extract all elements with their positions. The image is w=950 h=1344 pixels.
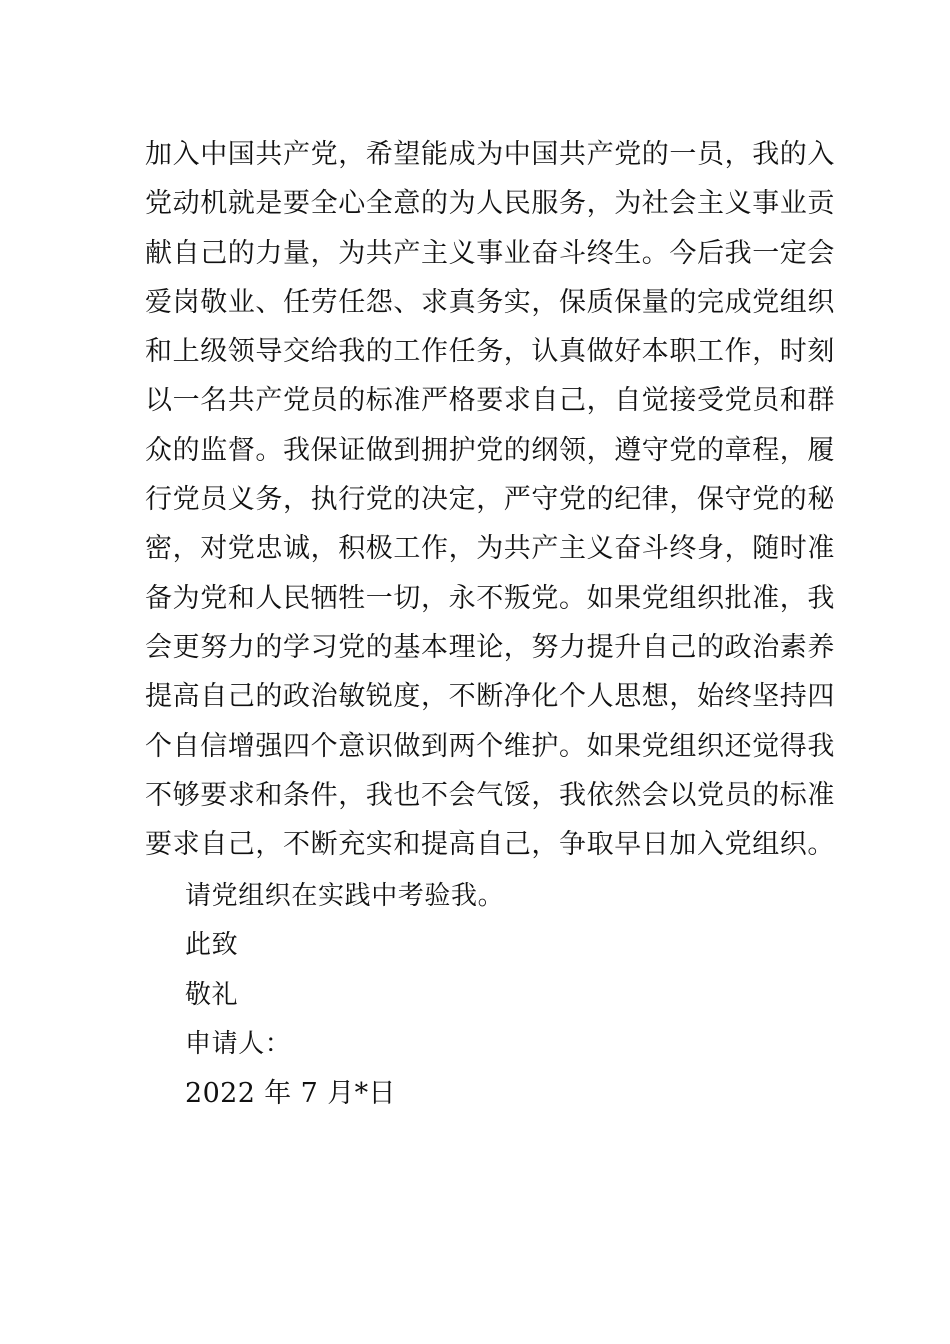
applicant-label: 申请人： bbox=[185, 1028, 292, 1059]
body-line-8: 行党员义务，执行党的决定，严守党的纪律，保守党的秘 bbox=[145, 484, 835, 516]
body-line-15: 要求自己，不断充实和提高自己，争取早日加入党组织。 bbox=[145, 829, 835, 861]
body-line-13: 个自信增强四个意识做到两个维护。如果党组织还觉得我 bbox=[145, 730, 835, 762]
salutation-jingli: 敬礼 bbox=[185, 979, 239, 1010]
letter-closing bbox=[185, 872, 785, 1118]
letter-body bbox=[145, 130, 835, 869]
body-line-7: 众的监督。我保证做到拥护党的纲领，遵守党的章程，履 bbox=[145, 434, 835, 466]
body-line-4: 爱岗敬业、任劳任怨、求真务实，保质保量的完成党组织 bbox=[145, 286, 835, 318]
body-line-12: 提高自己的政治敏锐度，不断净化个人思想，始终坚持四 bbox=[145, 681, 835, 713]
body-line-2: 党动机就是要全心全意的为人民服务，为社会主义事业贡 bbox=[145, 188, 835, 220]
body-line-3: 献自己的力量，为共产主义事业奋斗终生。今后我一定会 bbox=[145, 237, 835, 269]
body-line-11: 会更努力的学习党的基本理论，努力提升自己的政治素养 bbox=[145, 631, 835, 663]
body-line-1: 加入中国共产党，希望能成为中国共产党的一员，我的入 bbox=[145, 139, 835, 170]
letter-date: 2022 年 7 月*日 bbox=[185, 1078, 396, 1110]
body-line-9: 密，对党忠诚，积极工作，为共产主义奋斗终身，随时准 bbox=[145, 533, 835, 565]
body-line-6: 以一名共产党员的标准严格要求自己，自觉接受党员和群 bbox=[145, 385, 835, 417]
closing-request: 请党组织在实践中考验我。 bbox=[185, 881, 505, 911]
body-line-5: 和上级领导交给我的工作任务，认真做好本职工作，时刻 bbox=[145, 336, 835, 368]
salutation-cizhi: 此致 bbox=[185, 930, 239, 961]
body-line-14: 不够要求和条件，我也不会气馁，我依然会以党员的标准 bbox=[145, 779, 835, 811]
body-line-10: 备为党和人民牺牲一切，永不叛党。如果党组织批准，我 bbox=[145, 582, 835, 614]
